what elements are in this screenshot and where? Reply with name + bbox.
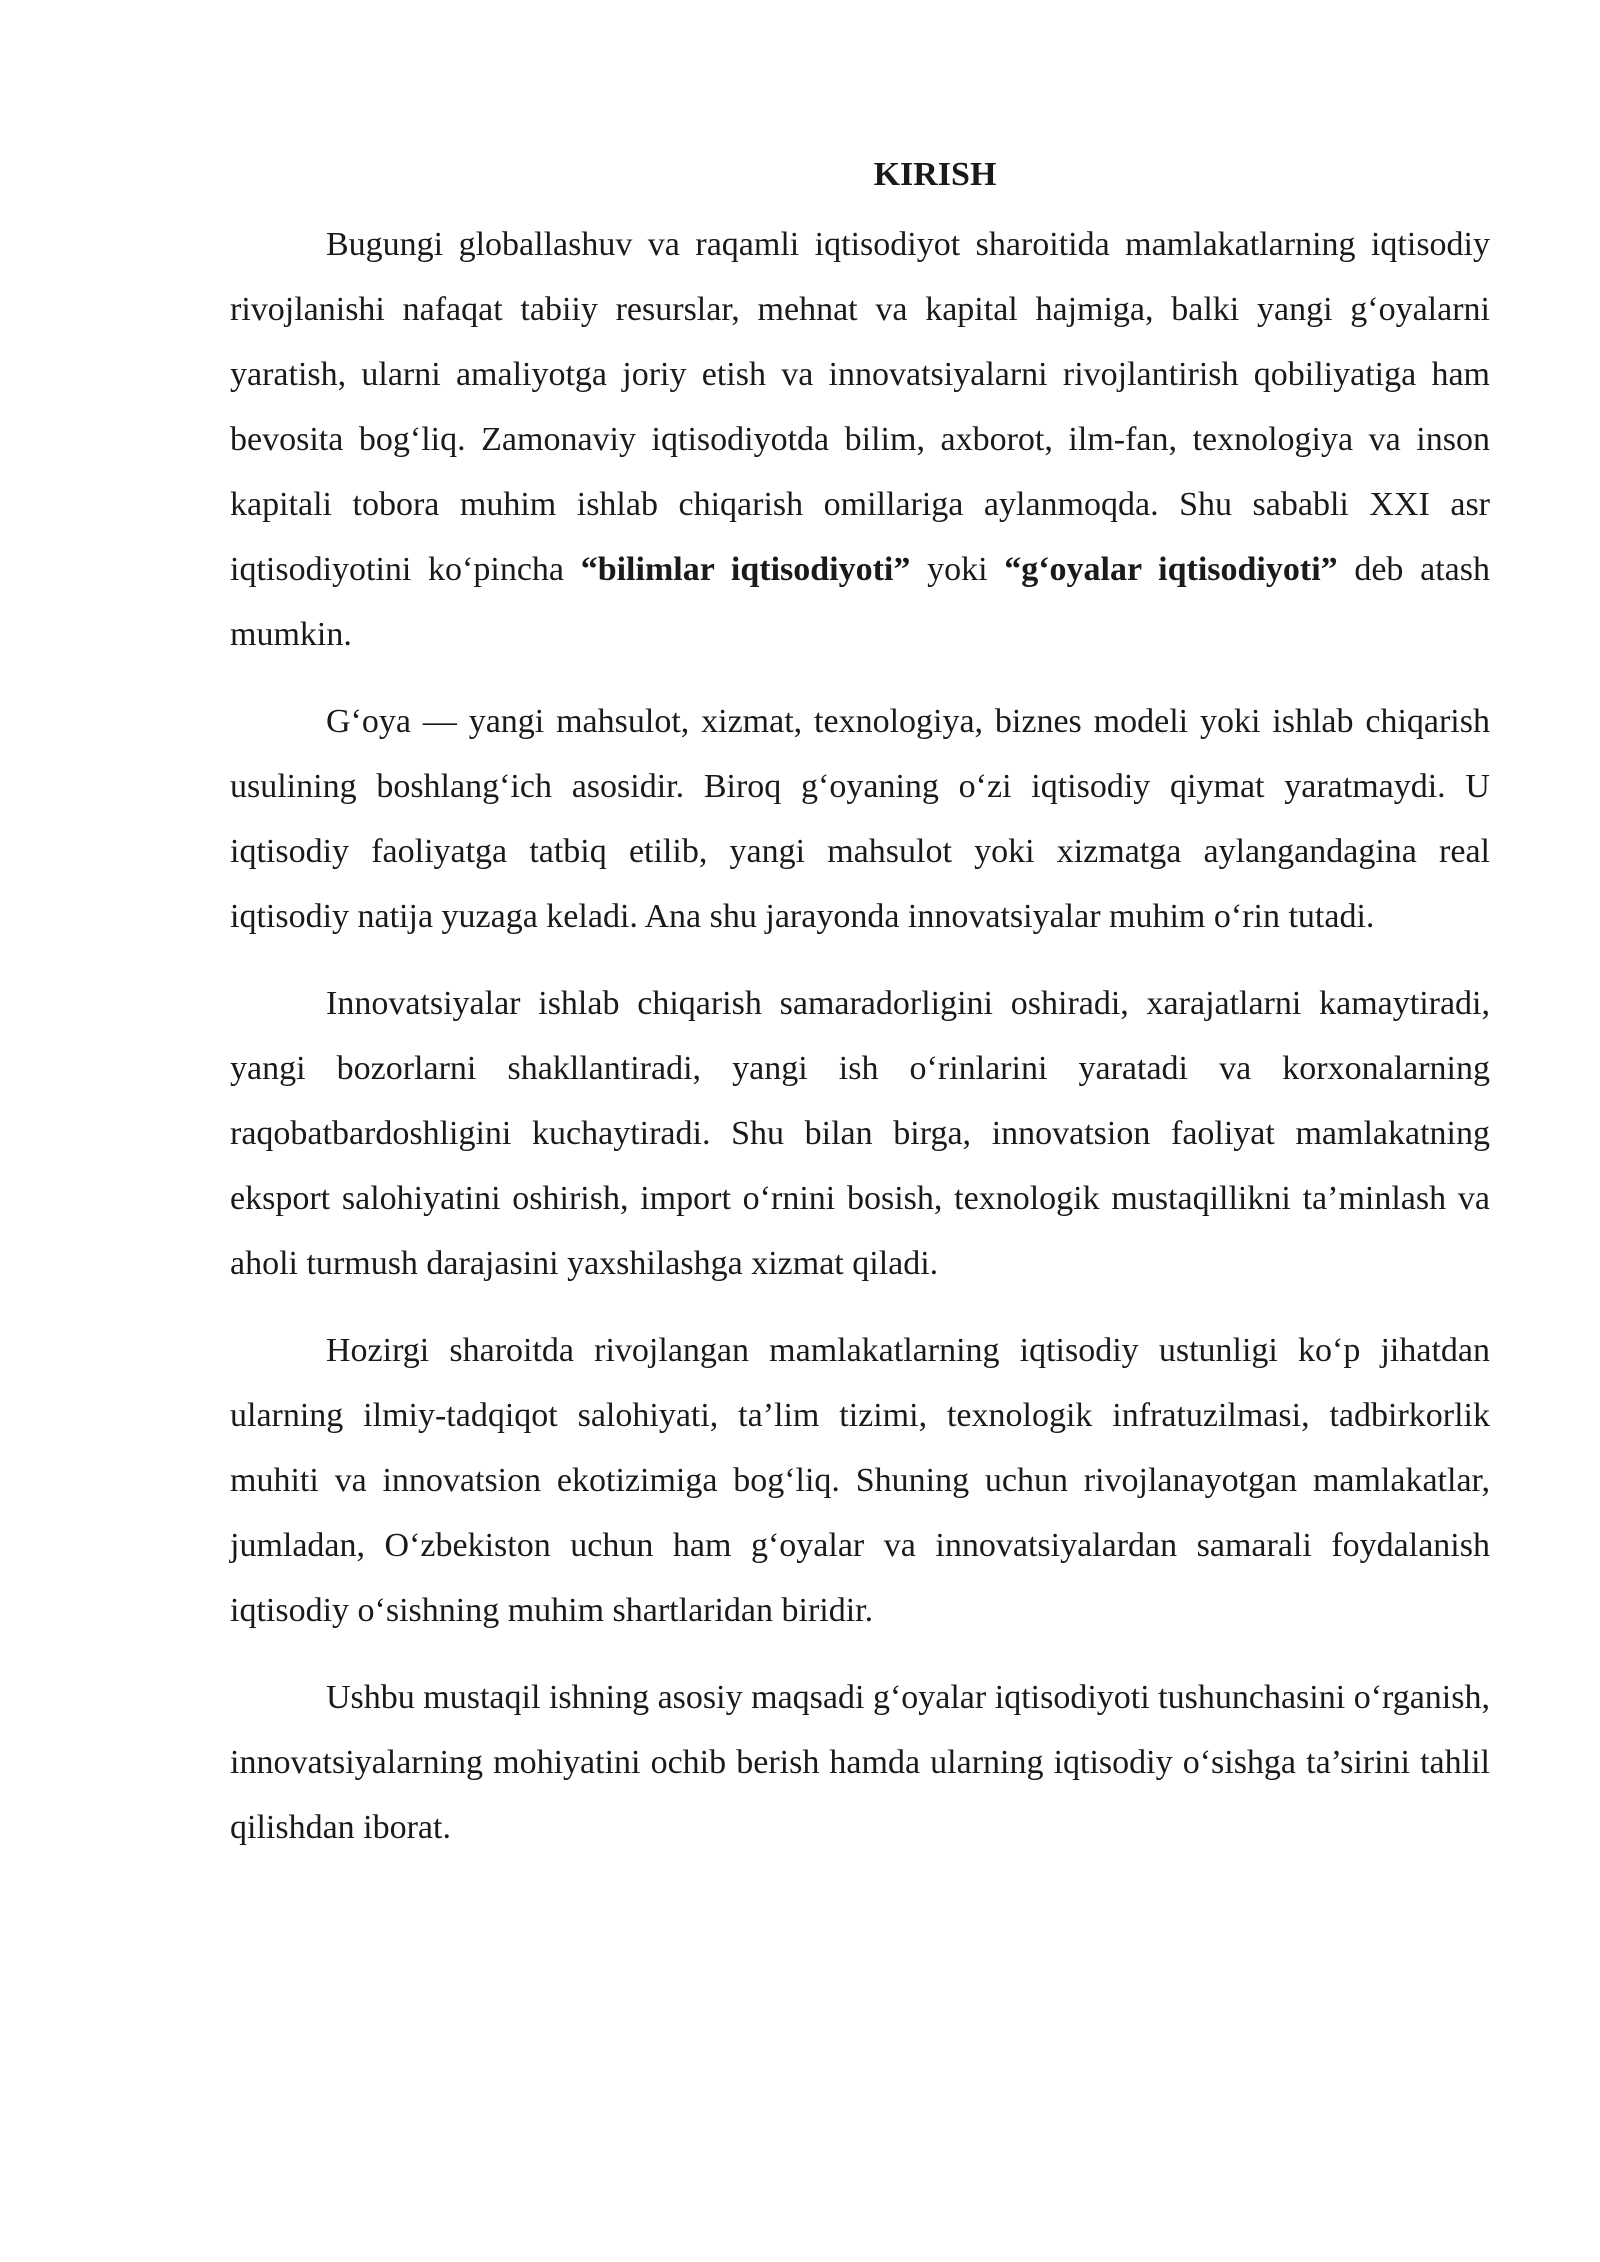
- paragraph-3: [230, 971, 1490, 1296]
- paragraph-text: G‘oya — yangi mahsulot, xizmat, texnologiya, biznes modeli yoki ishlab chiqarish usulining boshlang‘ich asosidir. Biroq g‘oyaning o‘zi iqtisodiy qiymat yaratmaydi. U iqtisodiy faoliyatga tatbiq etilib, yangi mahsulot yoki xizmatga aylangandagina real iqtisodiy natija yuzaga keladi. Ana shu jarayonda innovatsiyalar muhim o‘rin tutadi.: [230, 703, 1490, 935]
- bold-term-knowledge-economy: “bilimlar iqtisodiyoti”: [580, 551, 911, 588]
- paragraph-1: [230, 212, 1490, 667]
- paragraph-text: Hozirgi sharoitda rivojlangan mamlakatlarning iqtisodiy ustunligi ko‘p jihatdan ularning ilmiy-tadqiqot salohiyati, ta’lim tizimi, texnologik infratuzilmasi, tadbirkorlik muhiti va innovatsion ekotizimiga bog‘liq. Shuning uchun rivojlanayotgan mamlakatlar, jumladan, O‘zbekiston uchun ham g‘oyalar va innovatsiyalardan samarali foydalanish iqtisodiy o‘sishning muhim shartlaridan biridir.: [230, 1332, 1490, 1629]
- paragraph-4: [230, 1318, 1490, 1643]
- paragraph-text: Innovatsiyalar ishlab chiqarish samaradorligini oshiradi, xarajatlarni kamaytiradi, yangi bozorlarni shakllantiradi, yangi ish o‘rinlarini yaratadi va korxonalarning raqobatbardoshligini kuchaytiradi. Shu bilan birga, innovatsion faoliyat mamlakatning eksport salohiyatini oshirish, import o‘rnini bosish, texnologik mustaqillikni ta’minlash va aholi turmush darajasini yaxshilashga xizmat qiladi.: [230, 985, 1490, 1282]
- paragraph-text: Bugungi globallashuv va raqamli iqtisodiyot sharoitida mamlakatlarning iqtisodiy rivojlanishi nafaqat tabiiy resurslar, mehnat va kapital hajmiga, balki yangi g‘oyalarni yaratish, ularni amaliyotga joriy etish va innovatsiyalarni rivojlantirish qobiliyatiga ham bevosita bog‘liq. Zamonaviy iqtisodiyotda bilim, axborot, ilm-fan, texnologiya va inson kapitali tobora muhim ishlab chiqarish omillariga aylanmoqda. Shu sababli XXI asr iqtisodiyotini ko‘pincha: [230, 226, 1490, 588]
- section-title: KIRISH: [873, 156, 997, 193]
- paragraph-2: [230, 689, 1490, 949]
- document-page: [230, 150, 1490, 1882]
- paragraph-5: [230, 1665, 1490, 1860]
- paragraph-text: yoki: [910, 551, 1005, 588]
- bold-term-ideas-economy: “g‘oyalar iqtisodiyoti”: [1004, 551, 1338, 588]
- paragraph-text: Ushbu mustaqil ishning asosiy maqsadi g‘oyalar iqtisodiyoti tushunchasini o‘rganish, innovatsiyalarning mohiyatini ochib berish hamda ularning iqtisodiy o‘sishga ta’sirini tahlil qilishdan iborat.: [230, 1679, 1490, 1846]
- paragraph-text: deb atash mumkin.: [230, 551, 1490, 653]
